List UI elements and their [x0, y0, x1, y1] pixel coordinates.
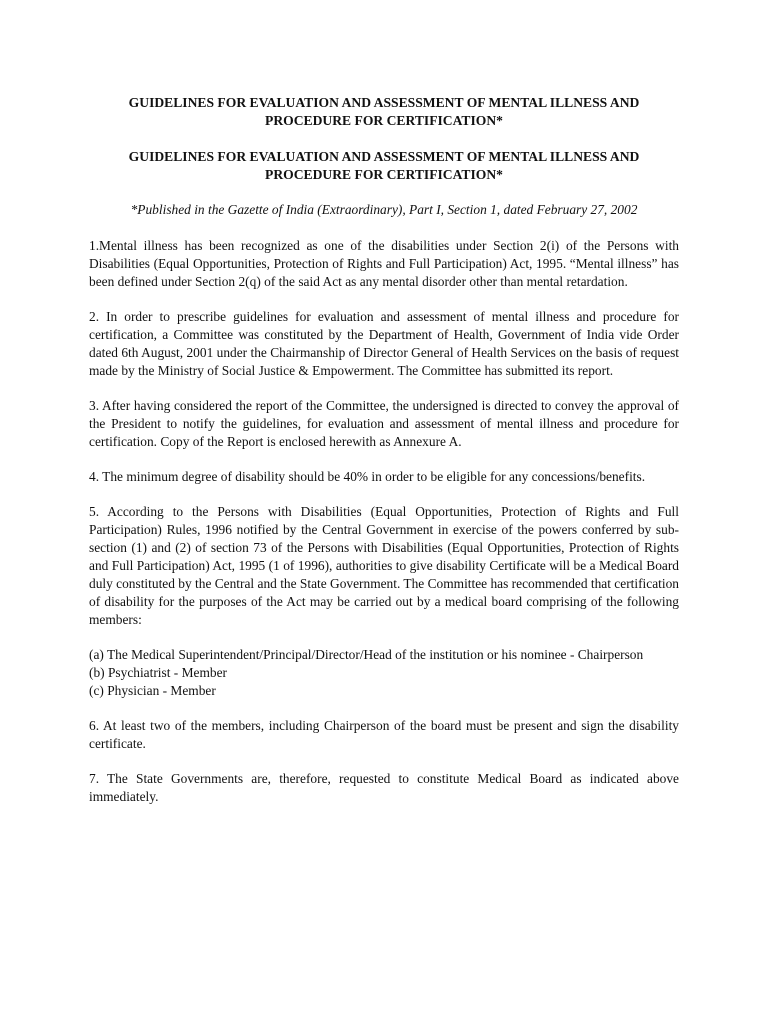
paragraph-4: 4. The minimum degree of disability should be 40% in order to be eligible for any concessions/benefits.: [89, 469, 646, 484]
gazette-note: *Published in the Gazette of India (Extraordinary), Part I, Section 1, dated February 27, 2002: [130, 202, 638, 217]
member-physician: (c) Physician - Member: [89, 683, 216, 698]
paragraph-6: 6. At least two of the members, including Chairperson of the board must be present and sign the disability certificate.: [89, 718, 679, 751]
paragraph-7: 7. The State Governments are, therefore, requested to constitute Medical Board as indicated above immediately.: [89, 771, 679, 804]
paragraph-1: 1.Mental illness has been recognized as one of the disabilities under Section 2(i) of the Persons with Disabilities (Equal Opportunities, Protection of Rights and Full Participation) Act, 1995. “Mental illness” has been defined under Section 2(q) of the said Act as any mental disorder other than mental retardation.: [89, 238, 679, 289]
member-psychiatrist: (b) Psychiatrist - Member: [89, 665, 227, 680]
board-members-list: [89, 646, 679, 700]
paragraph-5: 5. According to the Persons with Disabilities (Equal Opportunities, Protection of Rights and Full Participation) Rules, 1996 notified by the Central Government in exercise of the powers conferred by sub-section (1) and (2) of section 73 of the Persons with Disabilities (Equal Opportunities, Protection of Rights and Full Participation) Act, 1995 (1 of 1996), authorities to give disability Certificate will be a Medical Board duly constituted by the Central and the State Government. The Committee has recommended that certification of disability for the purposes of the Act may be carried out by a medical board comprising of the following members:: [89, 504, 679, 627]
document-title-repeat: GUIDELINES FOR EVALUATION AND ASSESSMENT OF MENTAL ILLNESS AND PROCEDURE FOR CERTIFICATION*: [128, 149, 640, 182]
paragraph-2: 2. In order to prescribe guidelines for evaluation and assessment of mental illness and procedure for certification, a Committee was constituted by the Department of Health, Government of India vide Order dated 6th August, 2001 under the Chairmanship of Director General of Health Services on the basis of request made by the Ministry of Social Justice & Empowerment. The Committee has submitted its report.: [89, 309, 679, 378]
paragraph-3: 3. After having considered the report of the Committee, the undersigned is directed to convey the approval of the President to notify the guidelines, for evaluation and assessment of mental illness and procedure for certification. Copy of the Report is enclosed herewith as Annexure A.: [89, 398, 679, 449]
document-title: GUIDELINES FOR EVALUATION AND ASSESSMENT OF MENTAL ILLNESS AND PROCEDURE FOR CERTIFICATION*: [128, 95, 640, 128]
member-chairperson: (a) The Medical Superintendent/Principal/Director/Head of the institution or his nominee - Chairperson: [89, 647, 644, 662]
